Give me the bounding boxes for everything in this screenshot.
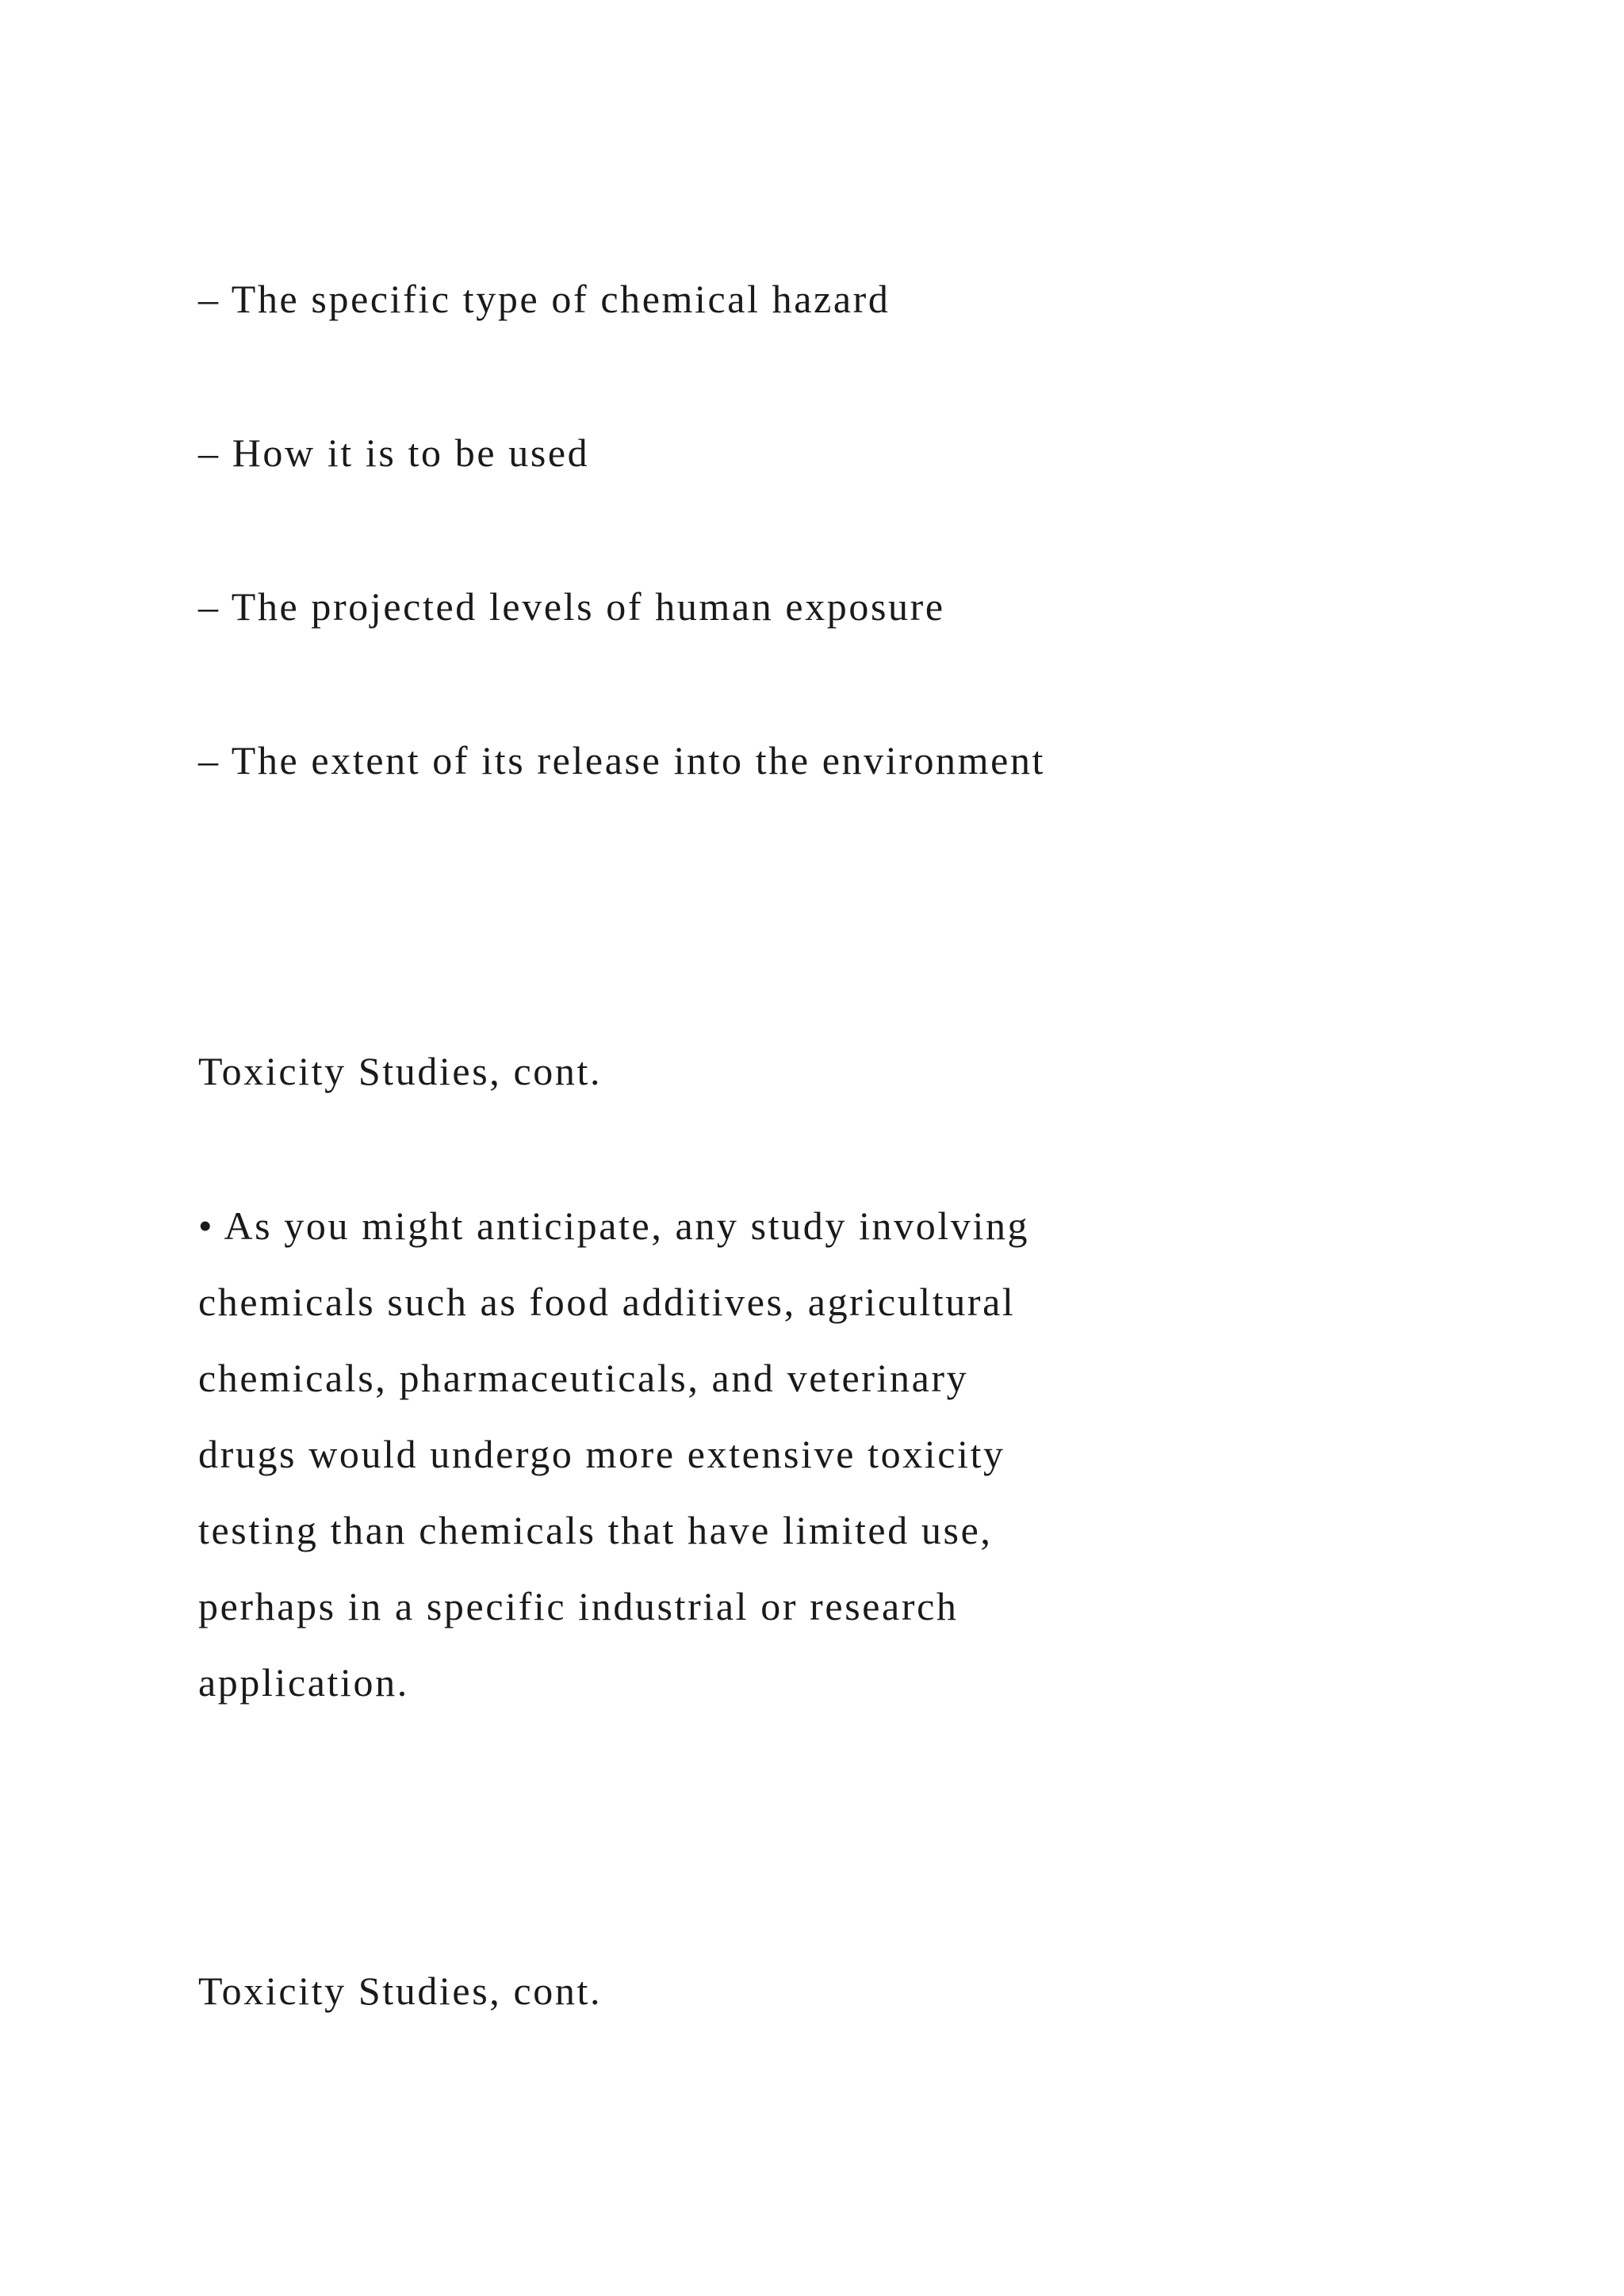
paragraph-line: application. bbox=[198, 1660, 409, 1705]
paragraph-line: chemicals such as food additives, agricultural bbox=[198, 1280, 1016, 1324]
dash-item-environmental-release: – The extent of its release into the environment bbox=[198, 738, 1046, 783]
paragraph-line: perhaps in a specific industrial or research bbox=[198, 1584, 959, 1628]
dash-item-exposure-levels: – The projected levels of human exposure bbox=[198, 584, 945, 629]
paragraph-line: • As you might anticipate, any study involving bbox=[198, 1203, 1030, 1248]
section-heading: Toxicity Studies, cont. bbox=[198, 1969, 603, 2013]
paragraph-line: chemicals, pharmaceuticals, and veterinary bbox=[198, 1356, 969, 1400]
dash-item-usage: – How it is to be used bbox=[198, 430, 590, 475]
dash-item-hazard-type: – The specific type of chemical hazard bbox=[198, 277, 891, 321]
paragraph-line: testing than chemicals that have limited use, bbox=[198, 1508, 993, 1552]
section-heading: Toxicity Studies, cont. bbox=[198, 1049, 603, 1093]
paragraph-line: drugs would undergo more extensive toxicity bbox=[198, 1432, 1005, 1476]
